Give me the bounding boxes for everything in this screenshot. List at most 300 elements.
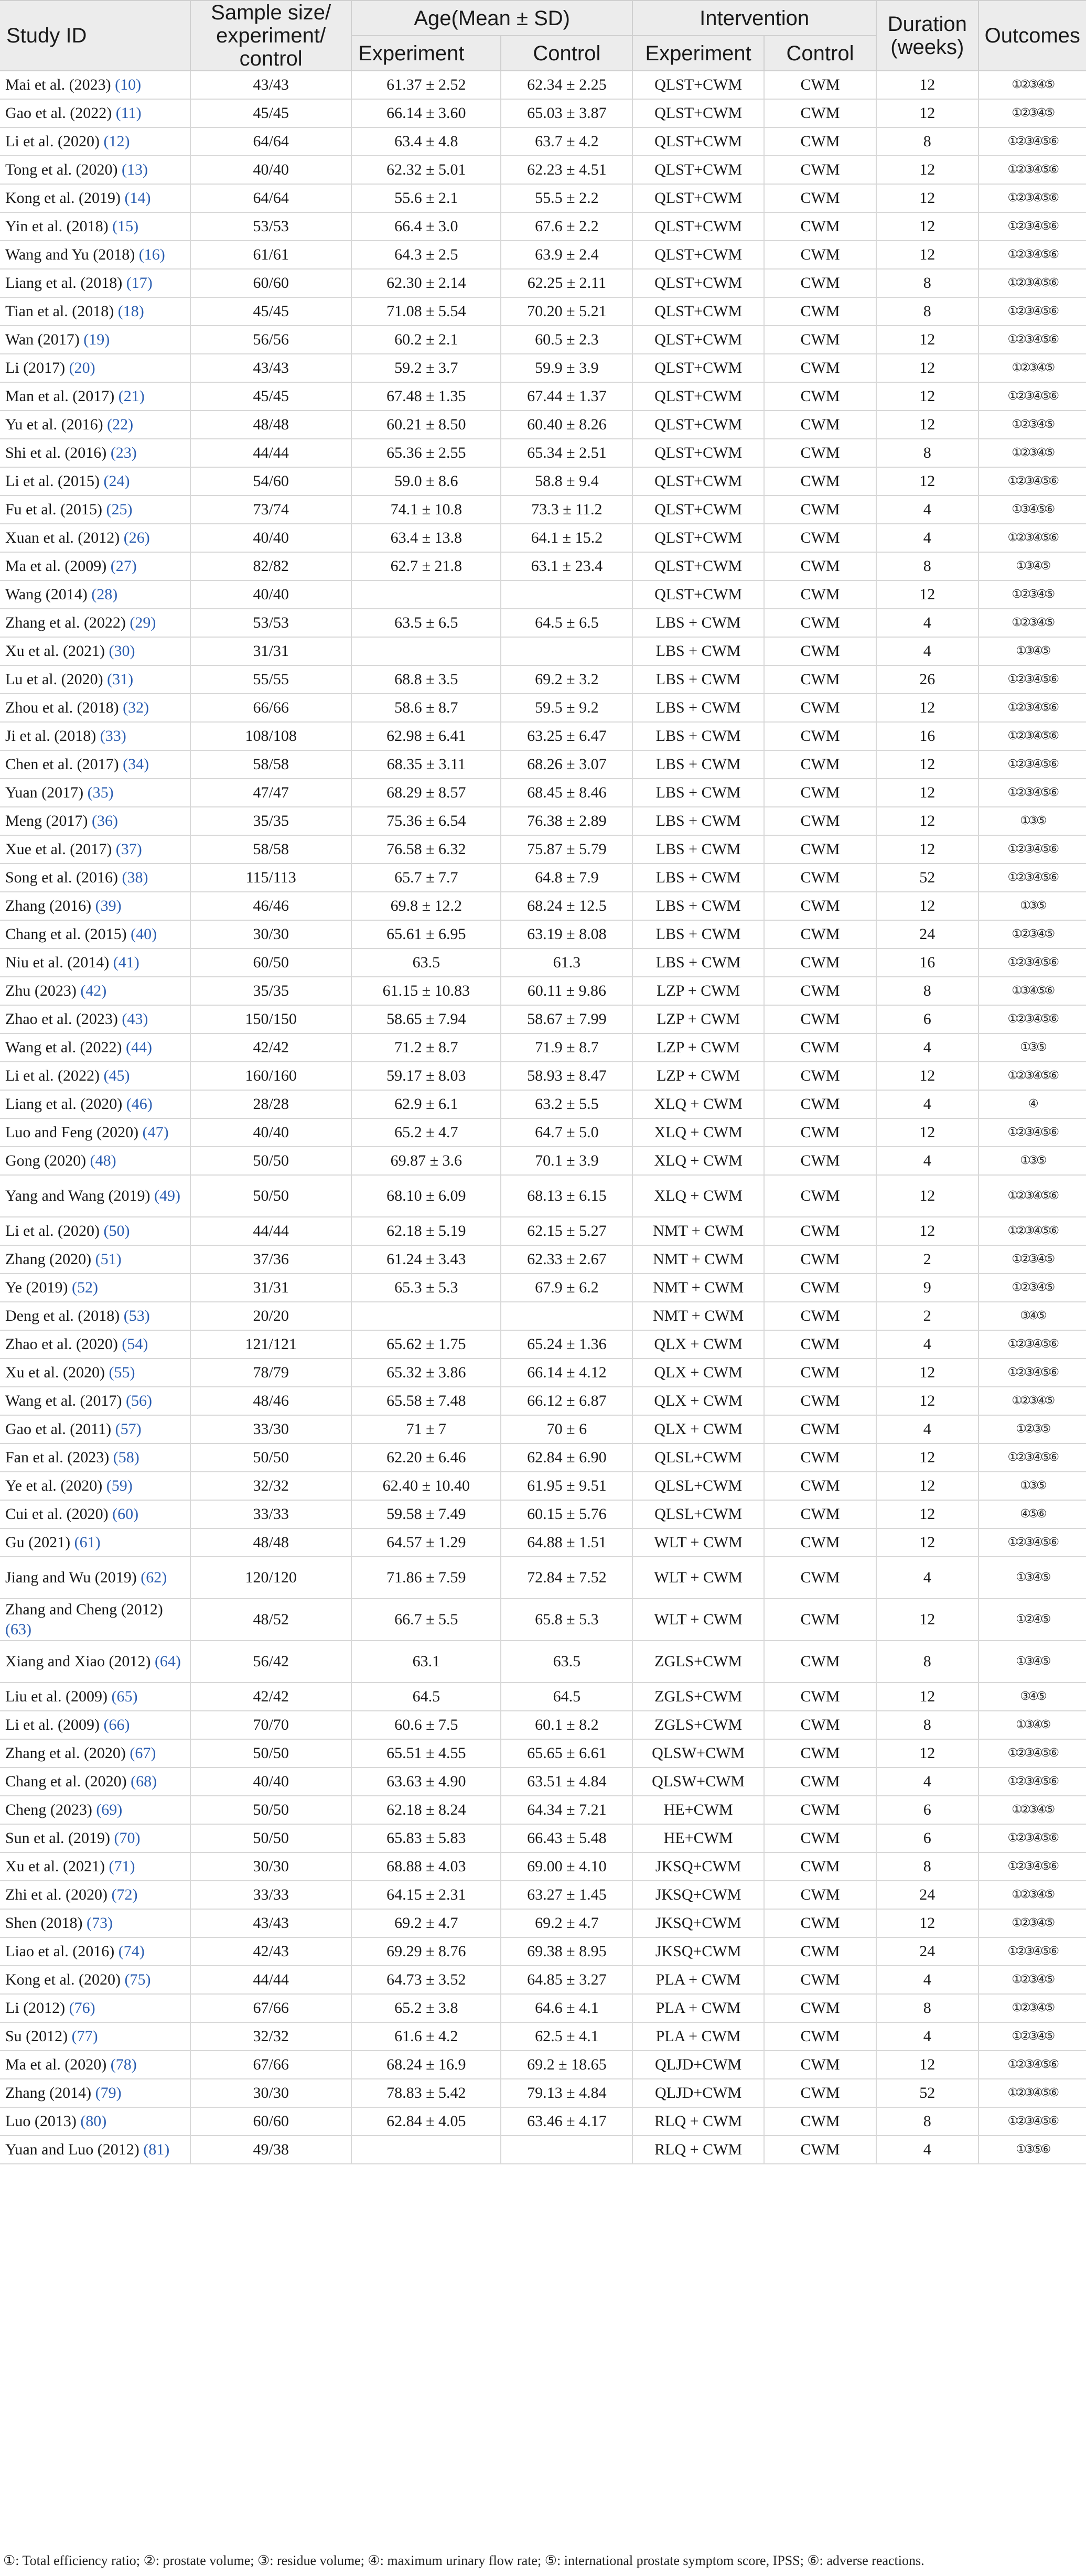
- study-name: Ye et al. (2020): [5, 1477, 103, 1494]
- header-intervention: Intervention: [632, 1, 876, 36]
- sample-size-cell: 56/42: [190, 1641, 351, 1683]
- sample-size-cell: 108/108: [190, 722, 351, 750]
- citation-link[interactable]: (37): [115, 840, 142, 858]
- citation-link[interactable]: (17): [126, 274, 153, 292]
- outcomes-cell: ①②③④⑤⑥: [979, 1175, 1086, 1217]
- study-id-cell: [0, 552, 190, 580]
- intervention-experiment-cell: QLSW+CWM: [632, 1739, 764, 1767]
- citation-link[interactable]: (75): [124, 1971, 151, 1988]
- study-id-cell: [0, 382, 190, 411]
- age-control-cell: 64.7 ± 5.0: [501, 1118, 632, 1147]
- study-id-cell: [0, 495, 190, 524]
- citation-link[interactable]: (15): [112, 218, 139, 235]
- age-experiment-cell: 68.24 ± 16.9: [351, 2051, 501, 2079]
- citation-link[interactable]: (60): [112, 1505, 139, 1523]
- outcomes-cell: ④: [979, 1090, 1086, 1118]
- age-experiment-cell: 65.83 ± 5.83: [351, 1824, 501, 1852]
- study-name: Wang (2014): [5, 586, 88, 603]
- citation-link[interactable]: (28): [91, 586, 118, 603]
- sample-size-cell: 50/50: [190, 1443, 351, 1472]
- sample-size-cell: 40/40: [190, 1118, 351, 1147]
- citation-link[interactable]: (33): [100, 727, 126, 745]
- citation-link[interactable]: (72): [111, 1886, 138, 1903]
- table-row: [0, 1739, 1086, 1767]
- sample-size-cell: 46/46: [190, 892, 351, 920]
- age-control-cell: 64.5 ± 6.5: [501, 609, 632, 637]
- age-experiment-cell: 68.88 ± 4.03: [351, 1852, 501, 1881]
- intervention-experiment-cell: NMT + CWM: [632, 1302, 764, 1330]
- citation-link[interactable]: (13): [122, 161, 148, 178]
- study-id-cell: [0, 977, 190, 1005]
- study-id-cell: [0, 1966, 190, 1994]
- study-name: Xue et al. (2017): [5, 840, 112, 858]
- sample-size-cell: 150/150: [190, 1005, 351, 1033]
- table-row: [0, 439, 1086, 467]
- duration-cell: 12: [876, 779, 979, 807]
- citation-link[interactable]: (12): [103, 133, 130, 150]
- study-name: Tong et al. (2020): [5, 161, 118, 178]
- age-control-cell: 61.3: [501, 949, 632, 977]
- study-id-cell: [0, 779, 190, 807]
- citation-link[interactable]: (69): [96, 1801, 123, 1818]
- age-control-cell: [501, 580, 632, 609]
- table-row: [0, 354, 1086, 382]
- intervention-experiment-cell: WLT + CWM: [632, 1557, 764, 1599]
- sample-size-cell: 50/50: [190, 1175, 351, 1217]
- study-id-cell: [0, 1500, 190, 1528]
- age-control-cell: 70.20 ± 5.21: [501, 297, 632, 326]
- outcomes-cell: ③④⑤: [979, 1302, 1086, 1330]
- age-experiment-cell: 64.73 ± 3.52: [351, 1966, 501, 1994]
- intervention-control-cell: CWM: [764, 1881, 876, 1909]
- duration-cell: 8: [876, 1852, 979, 1881]
- study-name: Xu et al. (2021): [5, 1858, 105, 1875]
- sample-size-cell: 67/66: [190, 2051, 351, 2079]
- table-row: [0, 1359, 1086, 1387]
- citation-link[interactable]: (59): [106, 1477, 133, 1494]
- intervention-control-cell: CWM: [764, 1599, 876, 1641]
- duration-cell: 4: [876, 2136, 979, 2164]
- citation-link[interactable]: (74): [118, 1943, 145, 1960]
- table-row: [0, 1599, 1086, 1641]
- intervention-experiment-cell: QLST+CWM: [632, 241, 764, 269]
- duration-cell: 12: [876, 750, 979, 779]
- study-id-cell: [0, 694, 190, 722]
- study-id-cell: [0, 1739, 190, 1767]
- intervention-control-cell: CWM: [764, 1330, 876, 1359]
- table-row: [0, 609, 1086, 637]
- study-name: Liao et al. (2016): [5, 1943, 115, 1960]
- intervention-experiment-cell: PLA + CWM: [632, 2022, 764, 2051]
- citation-link[interactable]: (49): [154, 1187, 180, 1204]
- age-control-cell: 65.8 ± 5.3: [501, 1599, 632, 1641]
- table-row: [0, 552, 1086, 580]
- age-experiment-cell: 62.32 ± 5.01: [351, 156, 501, 184]
- intervention-control-cell: CWM: [764, 1062, 876, 1090]
- age-experiment-cell: 65.32 ± 3.86: [351, 1359, 501, 1387]
- duration-cell: 52: [876, 2079, 979, 2107]
- study-name: Meng (2017): [5, 812, 88, 829]
- duration-cell: 8: [876, 552, 979, 580]
- citation-link[interactable]: (54): [122, 1335, 148, 1353]
- sample-size-cell: 44/44: [190, 1966, 351, 1994]
- citation-link[interactable]: (30): [109, 642, 135, 660]
- duration-cell: 12: [876, 1217, 979, 1245]
- intervention-experiment-cell: HE+CWM: [632, 1824, 764, 1852]
- citation-link[interactable]: (81): [143, 2141, 170, 2158]
- sample-size-cell: 60/60: [190, 269, 351, 297]
- age-control-cell: 64.85 ± 3.27: [501, 1966, 632, 1994]
- intervention-control-cell: CWM: [764, 1824, 876, 1852]
- study-id-cell: [0, 411, 190, 439]
- intervention-control-cell: CWM: [764, 1415, 876, 1443]
- citation-link[interactable]: (27): [110, 557, 137, 575]
- citation-link[interactable]: (55): [109, 1364, 135, 1381]
- study-id-cell: [0, 297, 190, 326]
- study-name: Zhang (2016): [5, 897, 92, 914]
- study-name: Zhao et al. (2023): [5, 1010, 118, 1028]
- study-id-cell: [0, 1557, 190, 1599]
- study-id-cell: [0, 1062, 190, 1090]
- intervention-control-cell: CWM: [764, 779, 876, 807]
- age-control-cell: 70 ± 6: [501, 1415, 632, 1443]
- citation-link[interactable]: (62): [141, 1569, 167, 1586]
- age-experiment-cell: 64.57 ± 1.29: [351, 1528, 501, 1557]
- sample-size-cell: 37/36: [190, 1245, 351, 1274]
- intervention-control-cell: CWM: [764, 1909, 876, 1937]
- citation-link[interactable]: (35): [87, 784, 114, 801]
- table-row: [0, 71, 1086, 99]
- table-row: [0, 99, 1086, 127]
- intervention-experiment-cell: LBS + CWM: [632, 722, 764, 750]
- duration-cell: 12: [876, 1683, 979, 1711]
- intervention-control-cell: CWM: [764, 1500, 876, 1528]
- intervention-control-cell: CWM: [764, 1443, 876, 1472]
- duration-cell: 12: [876, 1118, 979, 1147]
- outcomes-cell: ①②③④⑤⑥: [979, 269, 1086, 297]
- citation-link[interactable]: (32): [123, 699, 149, 716]
- duration-cell: 6: [876, 1796, 979, 1824]
- citation-link[interactable]: (38): [122, 869, 148, 886]
- citation-link[interactable]: (46): [126, 1095, 153, 1113]
- intervention-experiment-cell: QLST+CWM: [632, 297, 764, 326]
- intervention-control-cell: CWM: [764, 99, 876, 127]
- sample-size-cell: 33/33: [190, 1881, 351, 1909]
- sample-size-cell: 28/28: [190, 1090, 351, 1118]
- intervention-experiment-cell: XLQ + CWM: [632, 1118, 764, 1147]
- outcomes-cell: ①②③④⑤: [979, 1966, 1086, 1994]
- age-experiment-cell: 63.1: [351, 1641, 501, 1683]
- outcomes-cell: ①②③④⑤: [979, 580, 1086, 609]
- age-experiment-cell: 66.14 ± 3.60: [351, 99, 501, 127]
- duration-cell: 12: [876, 382, 979, 411]
- age-experiment-cell: 61.37 ± 2.52: [351, 71, 501, 99]
- sample-size-cell: 49/38: [190, 2136, 351, 2164]
- outcomes-cell: ①②③④⑤: [979, 920, 1086, 949]
- study-name: Xu et al. (2020): [5, 1364, 105, 1381]
- intervention-control-cell: CWM: [764, 1090, 876, 1118]
- outcomes-cell: ①②③④⑤⑥: [979, 1852, 1086, 1881]
- intervention-experiment-cell: QLSL+CWM: [632, 1472, 764, 1500]
- table-row: [0, 241, 1086, 269]
- age-experiment-cell: 66.7 ± 5.5: [351, 1599, 501, 1641]
- study-id-cell: [0, 1147, 190, 1175]
- citation-link[interactable]: (11): [115, 104, 142, 122]
- intervention-experiment-cell: PLA + CWM: [632, 1994, 764, 2022]
- study-name: Song et al. (2016): [5, 869, 118, 886]
- study-name: Zhang and Cheng (2012): [5, 1601, 163, 1618]
- intervention-control-cell: CWM: [764, 2022, 876, 2051]
- study-name: Liang et al. (2018): [5, 274, 123, 292]
- table-row: [0, 1909, 1086, 1937]
- age-experiment-cell: [351, 1302, 501, 1330]
- citation-link[interactable]: (22): [107, 416, 134, 433]
- table-row: [0, 1937, 1086, 1966]
- study-name: Yuan and Luo (2012): [5, 2141, 139, 2158]
- age-control-cell: [501, 1302, 632, 1330]
- study-name: Deng et al. (2018): [5, 1307, 120, 1324]
- citation-link[interactable]: (70): [114, 1829, 141, 1847]
- study-id-cell: [0, 1711, 190, 1739]
- study-id-cell: [0, 892, 190, 920]
- intervention-control-cell: CWM: [764, 892, 876, 920]
- citation-link[interactable]: (23): [110, 444, 137, 461]
- citation-link[interactable]: (52): [71, 1279, 98, 1296]
- age-control-cell: 63.1 ± 23.4: [501, 552, 632, 580]
- table-row: [0, 1090, 1086, 1118]
- duration-cell: 4: [876, 1147, 979, 1175]
- sample-size-cell: 43/43: [190, 71, 351, 99]
- table-row: [0, 1330, 1086, 1359]
- citation-link[interactable]: (73): [86, 1914, 113, 1932]
- intervention-control-cell: CWM: [764, 1472, 876, 1500]
- duration-cell: 12: [876, 156, 979, 184]
- duration-cell: 8: [876, 2107, 979, 2136]
- table-row: [0, 1245, 1086, 1274]
- citation-link[interactable]: (67): [130, 1744, 156, 1762]
- intervention-control-cell: CWM: [764, 722, 876, 750]
- citation-link[interactable]: (64): [154, 1653, 181, 1670]
- age-experiment-cell: 68.35 ± 3.11: [351, 750, 501, 779]
- study-name: Tian et al. (2018): [5, 303, 114, 320]
- citation-link[interactable]: (51): [95, 1251, 122, 1268]
- age-experiment-cell: 64.15 ± 2.31: [351, 1881, 501, 1909]
- age-experiment-cell: 63.4 ± 4.8: [351, 127, 501, 156]
- table-row: [0, 1641, 1086, 1683]
- outcomes-cell: ①②③④⑤: [979, 1274, 1086, 1302]
- intervention-experiment-cell: QLST+CWM: [632, 127, 764, 156]
- citation-link[interactable]: (20): [69, 359, 95, 376]
- citation-link[interactable]: (41): [113, 954, 139, 971]
- age-control-cell: 68.45 ± 8.46: [501, 779, 632, 807]
- age-experiment-cell: 58.65 ± 7.94: [351, 1005, 501, 1033]
- age-experiment-cell: 69.29 ± 8.76: [351, 1937, 501, 1966]
- age-control-cell: 66.43 ± 5.48: [501, 1824, 632, 1852]
- citation-link[interactable]: (24): [103, 472, 130, 490]
- citation-link[interactable]: (58): [113, 1449, 139, 1466]
- age-control-cell: 69.2 ± 4.7: [501, 1909, 632, 1937]
- outcomes-cell: ①③④⑤: [979, 552, 1086, 580]
- citation-link[interactable]: (79): [95, 2084, 122, 2101]
- citation-link[interactable]: (45): [103, 1067, 130, 1084]
- citation-link[interactable]: (50): [103, 1222, 130, 1240]
- citation-link[interactable]: (21): [118, 387, 145, 405]
- age-experiment-cell: 76.58 ± 6.32: [351, 835, 501, 864]
- sample-size-cell: 54/60: [190, 467, 351, 495]
- study-id-cell: [0, 1994, 190, 2022]
- table-row: [0, 1528, 1086, 1557]
- outcomes-cell: ①②③④⑤: [979, 1387, 1086, 1415]
- duration-cell: 4: [876, 1330, 979, 1359]
- duration-cell: 12: [876, 1500, 979, 1528]
- duration-cell: 4: [876, 495, 979, 524]
- citation-link[interactable]: (53): [123, 1307, 150, 1324]
- study-id-cell: [0, 1217, 190, 1245]
- table-row: [0, 750, 1086, 779]
- age-experiment-cell: 65.61 ± 6.95: [351, 920, 501, 949]
- citation-link[interactable]: (26): [123, 529, 150, 546]
- sample-size-cell: 64/64: [190, 184, 351, 212]
- study-name: Ma et al. (2020): [5, 2056, 107, 2073]
- intervention-control-cell: CWM: [764, 1557, 876, 1599]
- sample-size-cell: 48/48: [190, 1528, 351, 1557]
- duration-cell: 52: [876, 864, 979, 892]
- age-control-cell: 59.5 ± 9.2: [501, 694, 632, 722]
- table-row: [0, 949, 1086, 977]
- table-row: [0, 665, 1086, 694]
- outcomes-cell: ①②③④⑤: [979, 411, 1086, 439]
- age-control-cell: 62.34 ± 2.25: [501, 71, 632, 99]
- age-experiment-cell: 63.5: [351, 949, 501, 977]
- age-experiment-cell: 64.5: [351, 1683, 501, 1711]
- study-id-cell: [0, 1641, 190, 1683]
- table-row: [0, 212, 1086, 241]
- age-control-cell: 63.27 ± 1.45: [501, 1881, 632, 1909]
- intervention-experiment-cell: QLST+CWM: [632, 326, 764, 354]
- study-name: Zhang (2014): [5, 2084, 92, 2101]
- citation-link[interactable]: (19): [83, 331, 110, 348]
- intervention-experiment-cell: QLX + CWM: [632, 1359, 764, 1387]
- sample-size-cell: 40/40: [190, 1767, 351, 1796]
- age-control-cell: 64.88 ± 1.51: [501, 1528, 632, 1557]
- age-experiment-cell: 62.98 ± 6.41: [351, 722, 501, 750]
- citation-link[interactable]: (48): [90, 1152, 116, 1169]
- duration-cell: 16: [876, 949, 979, 977]
- duration-cell: 4: [876, 1767, 979, 1796]
- table-row: [0, 184, 1086, 212]
- citation-link[interactable]: (10): [115, 76, 142, 93]
- outcomes-cell: ①②③④⑤: [979, 1245, 1086, 1274]
- age-control-cell: 62.15 ± 5.27: [501, 1217, 632, 1245]
- sample-size-cell: 53/53: [190, 609, 351, 637]
- citation-link[interactable]: (31): [107, 671, 134, 688]
- outcomes-cell: ①③⑤: [979, 1472, 1086, 1500]
- intervention-control-cell: CWM: [764, 1937, 876, 1966]
- study-name: Fu et al. (2015): [5, 501, 102, 518]
- citation-link[interactable]: (42): [80, 982, 107, 999]
- age-experiment-cell: 71.86 ± 7.59: [351, 1557, 501, 1599]
- outcomes-cell: ①②③④⑤⑥: [979, 665, 1086, 694]
- intervention-control-cell: CWM: [764, 552, 876, 580]
- citation-link[interactable]: (76): [69, 1999, 95, 2017]
- intervention-control-cell: CWM: [764, 1739, 876, 1767]
- study-name: Zhao et al. (2020): [5, 1335, 118, 1353]
- outcomes-cell: ①③⑤: [979, 1147, 1086, 1175]
- outcomes-cell: ①②③④⑤⑥: [979, 864, 1086, 892]
- intervention-experiment-cell: LBS + CWM: [632, 864, 764, 892]
- age-experiment-cell: 55.6 ± 2.1: [351, 184, 501, 212]
- duration-cell: 8: [876, 1641, 979, 1683]
- intervention-experiment-cell: QLX + CWM: [632, 1330, 764, 1359]
- sample-size-cell: 160/160: [190, 1062, 351, 1090]
- study-name: Liu et al. (2009): [5, 1688, 107, 1705]
- citation-link[interactable]: (14): [124, 189, 151, 207]
- duration-cell: 12: [876, 1599, 979, 1641]
- sample-size-cell: 48/52: [190, 1599, 351, 1641]
- citation-link[interactable]: (16): [138, 246, 165, 263]
- table-row: [0, 2136, 1086, 2164]
- citation-link[interactable]: (71): [109, 1858, 135, 1875]
- age-experiment-cell: 62.18 ± 5.19: [351, 1217, 501, 1245]
- study-name: Gu (2021): [5, 1534, 71, 1551]
- citation-link[interactable]: (77): [71, 2028, 98, 2045]
- age-experiment-cell: 62.7 ± 21.8: [351, 552, 501, 580]
- sample-size-cell: 55/55: [190, 665, 351, 694]
- sample-size-cell: 40/40: [190, 156, 351, 184]
- table-row: [0, 2051, 1086, 2079]
- citation-link[interactable]: (66): [103, 1716, 130, 1733]
- citation-link[interactable]: (39): [95, 897, 122, 914]
- citation-link[interactable]: (43): [122, 1010, 148, 1028]
- duration-cell: 8: [876, 1994, 979, 2022]
- citation-link[interactable]: (61): [74, 1534, 101, 1551]
- study-name: Li et al. (2009): [5, 1716, 100, 1733]
- table-row: [0, 1217, 1086, 1245]
- citation-link[interactable]: (47): [142, 1124, 169, 1141]
- citation-link[interactable]: (68): [131, 1773, 157, 1790]
- duration-cell: 12: [876, 184, 979, 212]
- intervention-experiment-cell: HE+CWM: [632, 1796, 764, 1824]
- table-row: [0, 524, 1086, 552]
- age-experiment-cell: 59.0 ± 8.6: [351, 467, 501, 495]
- citation-link[interactable]: (34): [123, 756, 149, 773]
- citation-link[interactable]: (18): [117, 303, 144, 320]
- study-name: Xiang and Xiao (2012): [5, 1653, 151, 1670]
- intervention-experiment-cell: LBS + CWM: [632, 835, 764, 864]
- citation-link[interactable]: (80): [80, 2112, 107, 2130]
- citation-link[interactable]: (44): [126, 1039, 152, 1056]
- sample-size-cell: 45/45: [190, 382, 351, 411]
- citation-link[interactable]: (57): [115, 1420, 142, 1438]
- citation-link[interactable]: (29): [130, 614, 156, 631]
- outcomes-cell: ①③⑤: [979, 807, 1086, 835]
- outcomes-cell: ①②③④⑤: [979, 1909, 1086, 1937]
- intervention-control-cell: CWM: [764, 212, 876, 241]
- age-experiment-cell: [351, 637, 501, 665]
- citation-link[interactable]: (25): [106, 501, 133, 518]
- citation-link[interactable]: (78): [110, 2056, 137, 2073]
- citation-link[interactable]: (56): [126, 1392, 152, 1409]
- duration-cell: 12: [876, 1443, 979, 1472]
- citation-link[interactable]: (36): [91, 812, 118, 829]
- citation-link[interactable]: (65): [111, 1688, 138, 1705]
- age-control-cell: 66.12 ± 6.87: [501, 1387, 632, 1415]
- table-row: [0, 835, 1086, 864]
- citation-link[interactable]: (40): [131, 925, 157, 943]
- citation-link[interactable]: (63): [5, 1621, 31, 1638]
- age-control-cell: 63.5: [501, 1641, 632, 1683]
- outcomes-cell: ④⑤⑥: [979, 1500, 1086, 1528]
